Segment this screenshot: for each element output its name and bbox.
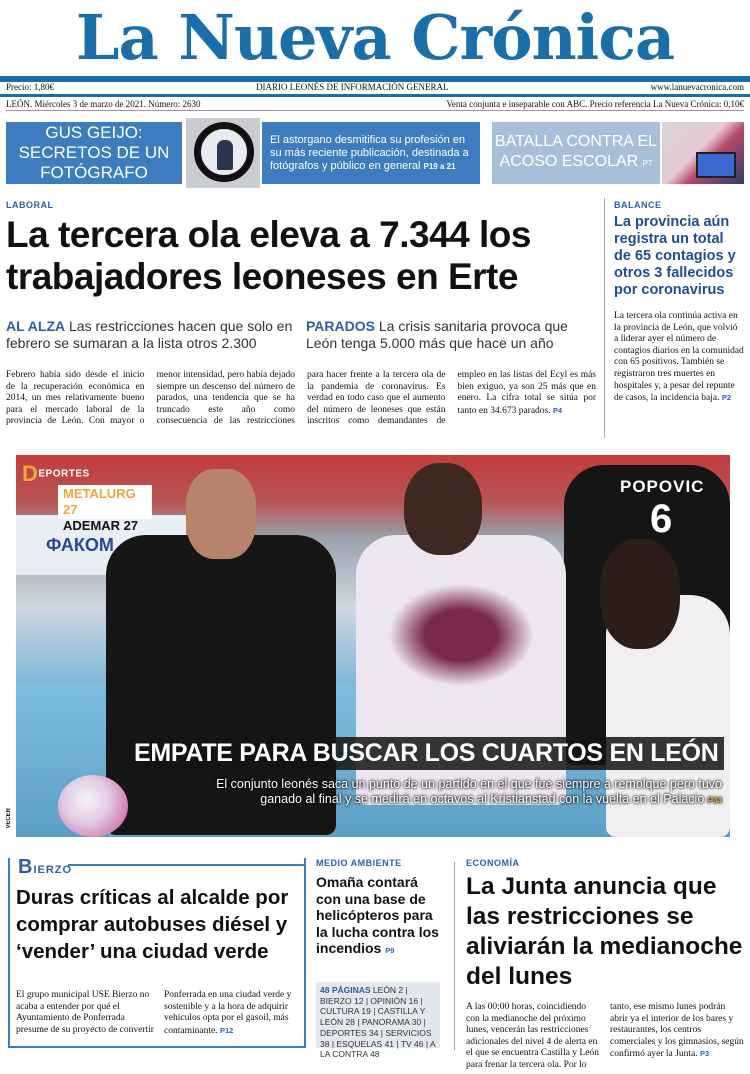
teaser-desc-text: El astorgano desmitifica su profesión en su más reciente publicación, destinada a fotógrafos y público en general bbox=[270, 133, 469, 172]
teaser-photographer[interactable] bbox=[6, 122, 182, 184]
section-initial: D bbox=[22, 461, 39, 486]
lead-subhead-2 bbox=[306, 318, 596, 362]
newspaper-logo: La Nueva Crónica bbox=[75, 1, 675, 74]
bierzo-headline[interactable]: Duras críticas al alcalde por comprar autobuses diésel y ‘vender’ una ciudad verde bbox=[16, 886, 289, 963]
economy-body-text: A las 00:00 horas, coincidiendo con la medianoche del próximo lunes, vencerán las restricciones adicionales del nivel 4 de alerta en el que se encuentra Castilla y León para frenar la tercera ola. Por lo tanto, ese mismo lunes podrán abrir ya el interior de los bares y restaurantes, los centros comerciales y los gimnasios, según confirmó ayer la Junta. bbox=[466, 1002, 744, 1070]
index-page-count: 48 PÁGINAS bbox=[320, 985, 371, 995]
lead-kicker: LABORAL bbox=[6, 200, 54, 210]
computer-screen bbox=[696, 152, 736, 178]
environment-page-ref: P9 bbox=[385, 946, 395, 955]
subhead-text: La crisis sanitaria provoca que León tenga 5.000 más que hace un año bbox=[306, 318, 568, 351]
bierzo-kicker bbox=[18, 856, 72, 879]
handball-ball bbox=[58, 775, 128, 837]
box-rule bbox=[68, 864, 304, 866]
economy-headline[interactable]: La Junta anuncia que las restricciones se aliviarán la medianoche del lunes bbox=[466, 873, 743, 990]
masthead bbox=[0, 0, 750, 76]
classroom-photo bbox=[662, 122, 744, 184]
subhead-tag: AL ALZA bbox=[6, 318, 66, 334]
bierzo-kicker-text: IERZO bbox=[33, 864, 73, 876]
jersey-print bbox=[376, 575, 546, 695]
teaser-desc-page: P19 a 21 bbox=[423, 161, 456, 171]
score-team-1: METALURG 27 bbox=[63, 486, 136, 517]
side-story[interactable] bbox=[614, 200, 744, 405]
website-link[interactable]: www.lanuevacronica.com bbox=[650, 82, 744, 92]
economy-kicker: ECONOMÍA bbox=[466, 858, 520, 868]
price: Precio: 1,80€ bbox=[6, 82, 54, 92]
lead-body bbox=[6, 370, 596, 434]
bierzo-body bbox=[16, 990, 302, 1042]
bierzo-story[interactable] bbox=[8, 858, 306, 1048]
teaser-strip bbox=[6, 118, 744, 188]
person-figure bbox=[217, 140, 233, 170]
newspaper-subtitle: DIARIO LEONÉS DE INFORMACIÓN GENERAL bbox=[256, 82, 449, 92]
sports-headline[interactable]: EMPATE PARA BUSCAR LOS CUARTOS EN LEÓN bbox=[128, 737, 724, 770]
joint-sale-note: Venta conjunta e inseparable con ABC. Precio referencia La Nueva Crónica: 0,10€ bbox=[446, 99, 744, 109]
arena-banner: ФАКОМ bbox=[16, 515, 186, 575]
lead-page-ref: P4 bbox=[553, 405, 563, 415]
subhead-tag: PARADOS bbox=[306, 318, 375, 334]
column-divider bbox=[454, 862, 455, 1050]
environment-headline-text: Omaña contará con una base de helicópteros para la lucha contra los incendios bbox=[316, 874, 439, 956]
jersey-number: 6 bbox=[650, 497, 673, 541]
teaser-bullying-title: BATALLA CONTRA EL ACOSO ESCOLAR bbox=[494, 133, 658, 170]
lead-headline[interactable]: La tercera ola eleva a 7.344 los trabajadores leoneses en Erte bbox=[6, 214, 531, 297]
sports-deck-text: El conjunto leonés saca un punto de un partido en el que fue siempre a remolque pero tuvo ganado al final y se medirá en octavos al Kristianstad con la vuelta en el Palacio bbox=[216, 777, 722, 806]
environment-story[interactable] bbox=[316, 858, 440, 1060]
score-team-2: ADEMAR 27 bbox=[63, 518, 139, 533]
lead-story[interactable] bbox=[6, 200, 596, 298]
side-body-text: La tercera ola continúa activa en la provincia de León, que volvió a liderar ayer el número de contagios diarios en la comunidad con 65 positivos. También se registraron tres muertes en hospitales y, a pesar del repunte de casos, la incidencia baja. bbox=[614, 311, 744, 404]
date-and-issue: LEÓN. Miércoles 3 de marzo de 2021. Número: 2630 bbox=[6, 99, 201, 109]
side-body bbox=[614, 311, 744, 405]
lead-body-text: Febrero había sido desde el inicio de la recuperación económica en 2014, un mes relativamente bueno para el mercado laboral de la provincia de León. Con mayor o menor intensidad, pero había dejado siempre un descenso del número de parados, una tendencia que se ha truncado este año como consecuencia de las restricciones para hacer frente a la tercera ola de la pandemia de coronavirus. Es verdad en todo caso que el aumento del número de leoneses que están inscritos como demandantes de empleo en las listas del Ecyl es más bien exiguo, ya son 25 más que en enero. La cifra total se sitúa por tanto en 34.673 parados. bbox=[6, 370, 596, 426]
environment-kicker: MEDIO AMBIENTE bbox=[316, 858, 402, 868]
lead-subheads bbox=[6, 318, 596, 362]
bierzo-page-ref: P12 bbox=[219, 1025, 234, 1035]
scoreboard bbox=[58, 485, 152, 533]
side-kicker: BALANCE bbox=[614, 200, 662, 210]
player-head bbox=[404, 463, 482, 555]
masthead-rule-2 bbox=[0, 94, 750, 97]
section-name: EPORTES bbox=[38, 468, 90, 480]
subhead-text: Las restricciones hacen que solo en febrero se sumaran a la lista otros 2.300 bbox=[6, 318, 293, 351]
player-head bbox=[600, 539, 680, 649]
sports-deck bbox=[192, 777, 722, 808]
photo-credit: VECER bbox=[6, 808, 12, 829]
jersey-name: POPOVIC bbox=[620, 477, 705, 496]
economy-story[interactable] bbox=[466, 858, 744, 1074]
dateline bbox=[6, 98, 744, 111]
sports-page-ref: P34 bbox=[707, 795, 722, 805]
info-line bbox=[6, 80, 744, 94]
section-label bbox=[22, 461, 90, 487]
teaser-photographer-title: GUS GEIJO: SECRETOS DE UN FOTÓGRAFO bbox=[18, 123, 170, 182]
side-headline[interactable]: La provincia aún registra un total de 65 contagios y otros 3 fallecidos por coronavirus bbox=[614, 214, 736, 298]
teaser-photographer-desc[interactable] bbox=[262, 122, 480, 184]
bierzo-body-text: El grupo municipal USE Bierzo no acaba a entender por qué el Ayuntamiento de Ponferrada presume de su proyecto de convertir Ponferrada en una ciudad verde y sostenible y a la hora de adquirir vehículos opta por el gasoil, más contaminante. bbox=[16, 990, 292, 1036]
lead-subhead-1 bbox=[6, 318, 296, 362]
environment-headline[interactable] bbox=[316, 874, 440, 960]
column-divider bbox=[604, 198, 605, 438]
economy-page-ref: P3 bbox=[699, 1049, 710, 1059]
teaser-bullying-page: P7 bbox=[642, 159, 653, 168]
index-items: LEÓN 2 | BIERZO 12 | OPINIÓN 16 | CULTURA 19 | CASTILLA Y LEÓN 28 | PANORAMA 30 | DEPORTES 34 | SERVICIOS 38 | ESQUELAS 41 | TV 46 | A LA CONTRA 48 bbox=[320, 985, 436, 1060]
bierzo-initial: B bbox=[18, 856, 34, 878]
ring-light-photo bbox=[186, 118, 260, 188]
sports-photo[interactable] bbox=[16, 455, 730, 837]
page-index bbox=[316, 982, 440, 1060]
player-head bbox=[186, 469, 256, 559]
teaser-bullying[interactable] bbox=[492, 122, 660, 184]
economy-body bbox=[466, 1002, 744, 1074]
side-page-ref: P2 bbox=[721, 393, 732, 403]
